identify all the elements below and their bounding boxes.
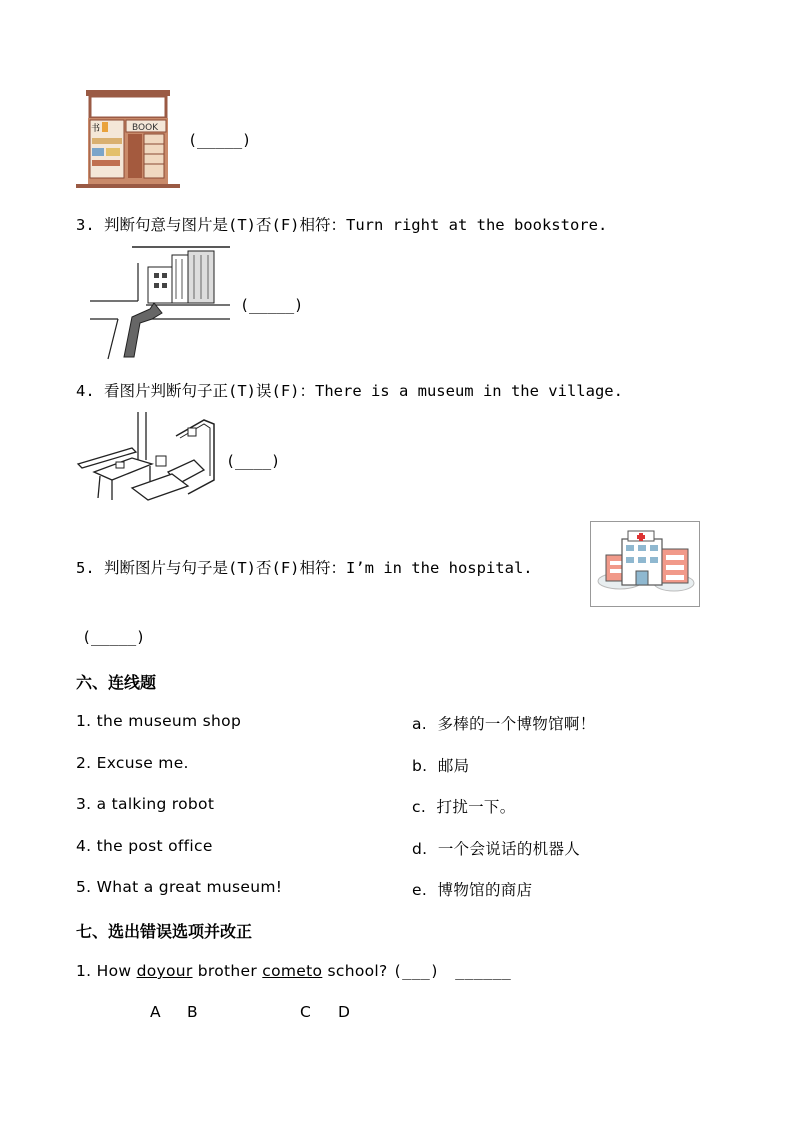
q3-answer-blank[interactable]: (_____) (240, 296, 304, 314)
q2-answer-blank[interactable]: (_____) (188, 131, 252, 149)
room-furniture-image (76, 410, 222, 502)
option-a-label: A (150, 1003, 161, 1021)
option-d-label: D (338, 1003, 351, 1021)
street-turn-image (88, 245, 234, 361)
section7-title: 七、选出错误选项并改正 (76, 922, 253, 941)
match-left-3[interactable]: 3. a talking robot (76, 795, 215, 813)
hospital-image (590, 521, 700, 607)
match-right-e[interactable]: e. 博物馆的商店 (412, 881, 533, 899)
option-b-label: B (187, 1003, 198, 1021)
q4-question: 4. 看图片判断句子正(T)误(F)：There is a museum in the village. (76, 382, 623, 400)
bookstore-char-label: 书 (91, 124, 101, 134)
match-left-2[interactable]: 2. Excuse me. (76, 754, 189, 772)
q5-answer-blank[interactable]: (_____) (82, 628, 146, 646)
option-c-label: C (300, 1003, 312, 1021)
match-right-c[interactable]: c. 打扰一下。 (412, 798, 516, 816)
section7-question-1: 1. How doyour brother cometo school? (___) ______ (76, 962, 512, 980)
match-right-d[interactable]: d. 一个会说话的机器人 (412, 840, 581, 858)
option-a-b-underlined: doyour (136, 962, 193, 980)
q4-answer-blank[interactable]: (____) (226, 452, 281, 470)
match-left-1[interactable]: 1. the museum shop (76, 712, 242, 730)
option-c-d-underlined: cometo (262, 962, 323, 980)
match-right-b[interactable]: b. 邮局 (412, 757, 470, 775)
match-left-5[interactable]: 5. What a great museum! (76, 878, 283, 896)
match-right-a[interactable]: a. 多棒的一个博物馆啊！ (412, 715, 596, 733)
q7-1-choice-blank[interactable]: (___) (392, 962, 440, 980)
section6-title: 六、连线题 (76, 673, 157, 692)
bookstore-image (76, 88, 180, 190)
match-left-4[interactable]: 4. the post office (76, 837, 213, 855)
bookstore-sign-label: BOOK (132, 123, 159, 133)
q7-1-correction-blank[interactable]: ______ (455, 962, 512, 980)
q5-question: 5. 判断图片与句子是(T)否(F)相符：I’m in the hospital. (76, 559, 533, 577)
q3-question: 3. 判断句意与图片是(T)否(F)相符：Turn right at the bookstore. (76, 216, 608, 234)
